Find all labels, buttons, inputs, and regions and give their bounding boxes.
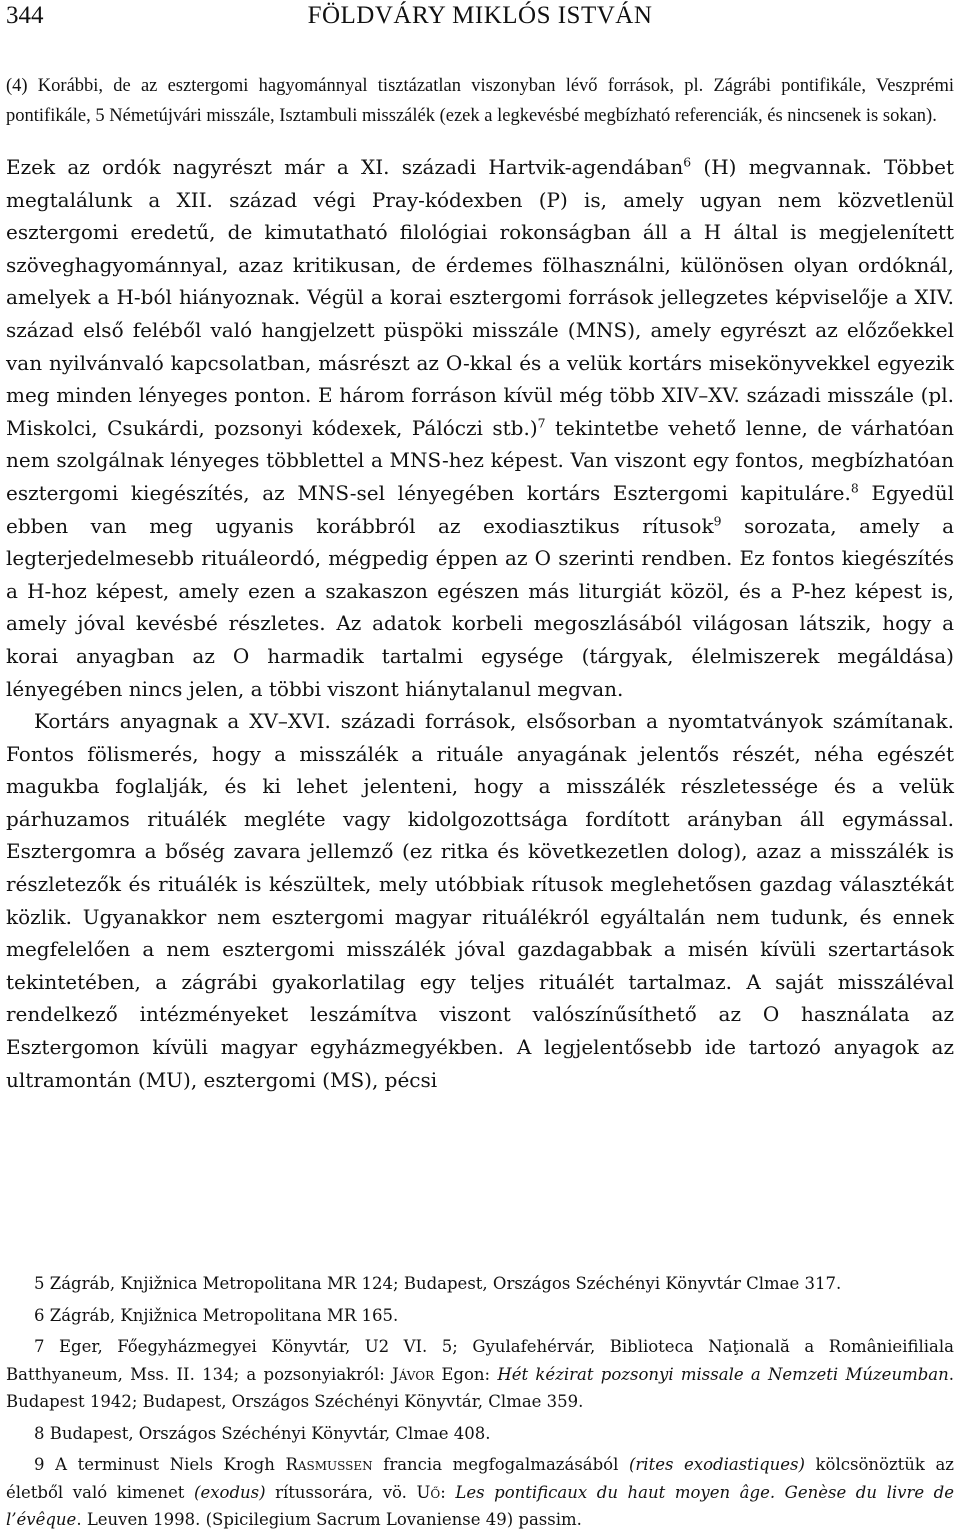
paragraph-text: tekintetbe vehető lenne, de várhatóan nem szolgálnak lényeges többlettel a MNS-hez képest. Van viszont egy fontos, megbízhatóan esztergomi kiegészítés, az MNS-sel lényegében kortárs Esztergomi kapituláre. <box>6 415 954 505</box>
footnote-text: . Budapest 1942; Budapest, Országos Széchényi Könyvtár, Clmae 359. <box>6 1364 954 1411</box>
footnote-text: rítussorára, vö. <box>265 1482 417 1502</box>
author-name: Jávor <box>392 1364 435 1384</box>
main-text <box>6 72 954 1096</box>
french-term: (rites exodiastiques) <box>628 1455 805 1474</box>
footnote-text: : <box>440 1482 456 1502</box>
footnote-text: Egon: <box>434 1364 498 1384</box>
footnote-text: 9 A terminust Niels Krogh <box>34 1455 286 1474</box>
footnote-ref-9[interactable]: 9 <box>713 512 722 528</box>
page-number: 344 <box>6 2 44 29</box>
footnote-ref-6[interactable]: 6 <box>683 154 692 170</box>
author-abbrev: Uő <box>416 1482 441 1502</box>
paragraph-ordos <box>6 151 954 705</box>
running-header <box>6 2 954 38</box>
footnote-text: . Leuven 1998. (Spicilegium Sacrum Lovaniense 49) passim. <box>76 1510 582 1529</box>
footnote-text: francia megfogalmazásából <box>372 1455 629 1474</box>
paragraph-contemporary: Kortárs anyagnak a XV–XVI. századi források, elsősorban a nyomtatványok számítanak. Fontos fölismerés, hogy a misszálék a rituále anyagának jelentős részét, néha egészét magukba foglalják, és ki lehet jelenteni, hogy a misszálék részletessége és a velük párhuzamos rituálék megléte vagy kidolgozottsága fordított arányban áll egymással. Esztergomra a bőség zavara jellemző (ez ritka és következetlen dolog), azaz a misszálék is részletezők és rituálék is készültek, mely utóbbiak rítusok meglehetősen gazdag választékát közlik. Ugyanakkor nem esztergomi magyar rituálékról egyáltalán nem tudunk, és ennek megfelelően a nem esztergomi misszálék jóval gazdagabbak a misén kívüli szertartások tekintetében, a zágrábi gyakorlatilag egy teljes rituálét tartalmaz. A saját misszáléval rendelkező intézményeket leszámítva viszont valószínűsíthető az O használata az Esztergomon kívüli magyar egyházmegyékben. A legjelentősebb ide tartozó anyagok az ultramontán (MU), esztergomi (MS), pécsi <box>6 709 954 1092</box>
footnotes <box>6 1270 954 1538</box>
footnote-6: 6 Zágráb, Knjižnica Metropolitana MR 165. <box>34 1305 399 1325</box>
footnote-ref-8[interactable]: 8 <box>850 480 859 496</box>
footnote-7 <box>6 1333 954 1416</box>
paragraph-text: Egyedül ebben van meg ugyanis korábbról az exodiasztikus rítusok <box>6 480 954 538</box>
paragraph-text: sorozata, amely a legterjedelmesebb rituáleordó, mégpedig éppen az O szerinti rendben. Ez fontos kiegészítés a H-hoz képest, amely ezen a szakaszon egészen más liturgiát közöl, és a P-hez képest is, amely jóval kevésbé részletes. Az adatok korbeli megoszlásából világosan látszik, hogy a korai anyagban az O harmadik tartalmi egysége (tárgyak, élelmiszerek megáldása) lényegében nincs jelen, a többi viszont hiánytalanul megvan. <box>6 513 954 701</box>
book-title: Hét kézirat pozsonyi missale a Nemzeti Múzeumban <box>497 1364 949 1384</box>
author-name: Rasmussen <box>285 1455 373 1474</box>
running-title: FÖLDVÁRY MIKLÓS ISTVÁN <box>307 2 653 29</box>
source-list-item-4: (4) Korábbi, de az esztergomi hagyománnyal tisztázatlan viszonyban lévő források, pl. Zágrábi pontifikále, Veszprémi pontifikále, 5 Németújvári misszále, Isztambuli misszálék (ezek a legkevésbé megbízható referenciák, és nincsenek is sokan). <box>6 76 954 126</box>
book-title: Les pontificaux du haut moyen âge. Genèse du livre de l’évêque <box>6 1482 954 1529</box>
footnote-text: kölcsönöztük az életből való kimenet <box>6 1455 955 1502</box>
paragraph-text: Ezek az ordók nagyrészt már a XI. századi Hartvik-agendában <box>6 155 684 179</box>
latin-term: (exodus) <box>194 1482 266 1502</box>
footnote-9 <box>6 1451 954 1534</box>
footnote-5: 5 Zágráb, Knjižnica Metropolitana MR 124; Budapest, Országos Széchényi Könyvtár Clmae 317. <box>34 1274 842 1293</box>
footnote-text: 7 Eger, Főegyházmegyei Könyvtár, U2 VI. 5; Gyulafehérvár, Biblioteca Naţională a Românieifiliala Batthyaneum, Mss. II. 134; a pozsonyiakról: <box>6 1337 954 1384</box>
footnote-8: 8 Budapest, Országos Széchényi Könyvtár, Clmae 408. <box>34 1423 491 1443</box>
paragraph-text: (H) megvannak. Többet megtalálunk a XII. század végi Pray-kódexben (P) is, amely ugyan nem közvetlenül esztergomi eredetű, de kimutatható filológiai rokonságban áll a H által is megjelenített szöveghagyománnyal, azaz kritikusan, de érdemes fölhasználni, különösen olyan ordóknál, amelyek a H-ból hiányoznak. Végül a korai esztergomi források jellegzetes képviselője a XIV. század első feléből való hangjelzett püspöki misszále (MNS), amely egyrészt az előzőekkel van nyilvánvaló kapcsolatban, másrészt az O-kkal és a velük kortárs misekönyvekkel egyezik meg minden lényeges ponton. E három forráson kívül még több XIV–XV. századi misszále (pl. Miskolci, Csukárdi, pozsonyi kódexek, Pálóczi stb.) <box>6 155 954 440</box>
footnote-ref-7[interactable]: 7 <box>537 415 546 431</box>
